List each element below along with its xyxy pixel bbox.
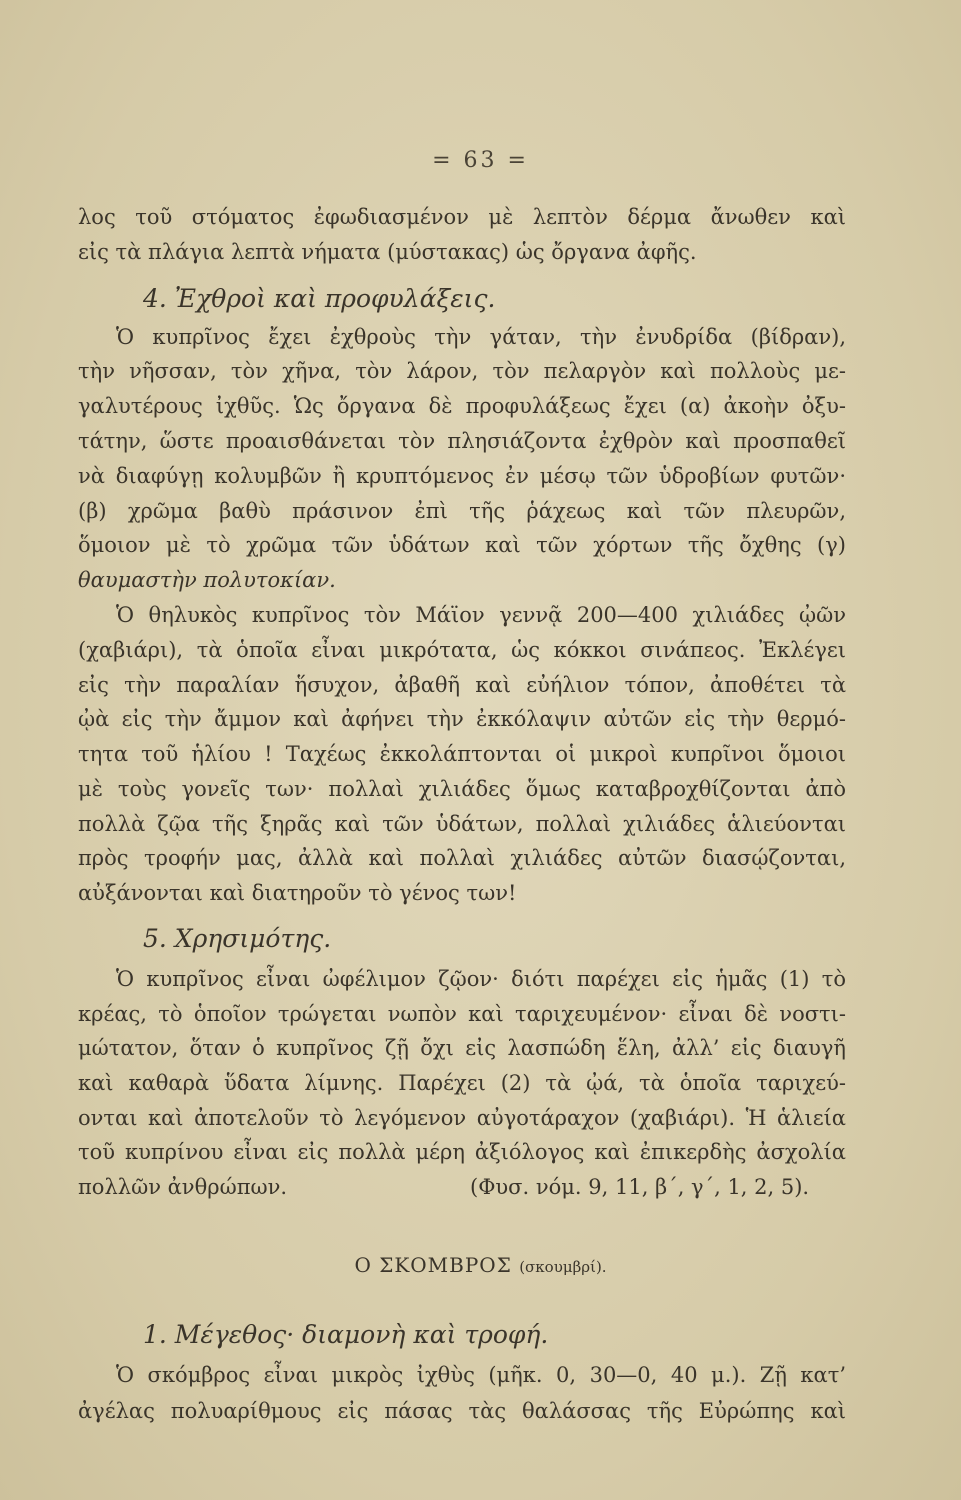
text-line: εἰς τὰ πλάγια λεπτὰ νήματα (μύστακας) ὡς ὄργανα ἀφῆς. (78, 240, 697, 264)
text-line: Ὁ κυπρῖνος εἶναι ὠφέλιμον ζῷον· διότι παρέχει εἰς ἡμᾶς (1) τὸ (116, 967, 846, 991)
text-line: πολλῶν ἀνθρώπων. (78, 1175, 288, 1199)
text-line: αὐξάνονται καὶ διατηροῦν τὸ γένος των! (78, 881, 517, 905)
section-heading-1: 1. Μέγεθος· διαμονὴ καὶ τροφή. (143, 1320, 549, 1349)
text-line: Ὁ κυπρῖνος ἔχει ἐχθροὺς τὴν γάταν, τὴν ἐνυδρίδα (βίδραν), (116, 325, 846, 349)
text-line: πολλὰ ζῷα τῆς ξηρᾶς καὶ τῶν ὑδάτων, πολλαὶ χιλιάδες ἁλιεύονται (78, 812, 846, 836)
chapter-title-subtitle: (σκουμβρί). (519, 1258, 607, 1276)
text-line: ᾠὰ εἰς τὴν ἄμμον καὶ ἀφήνει τὴν ἐκκόλαψιν αὐτῶν εἰς τὴν θερμό- (78, 707, 846, 731)
text-line: τοῦ κυπρίνου εἶναι εἰς πολλὰ μέρη ἀξιόλογος καὶ ἐπικερδὴς ἀσχολία (78, 1140, 846, 1164)
page-number: = 63 = (432, 148, 529, 173)
text-line: νὰ διαφύγῃ κολυμβῶν ἢ κρυπτόμενος ἐν μέσῳ τῶν ὑδροβίων φυτῶν· (78, 464, 846, 488)
text-line: ονται καὶ ἀποτελοῦν τὸ λεγόμενον αὐγοτάραχον (χαβιάρι). Ἡ ἁλιεία (78, 1106, 846, 1130)
text-line: καὶ καθαρὰ ὕδατα λίμνης. Παρέχει (2) τὰ ᾠά, τὰ ὁποῖα ταριχεύ- (78, 1071, 846, 1095)
text-line: τὴν νῆσσαν, τὸν χῆνα, τὸν λάρον, τὸν πελαργὸν καὶ πολλοὺς με- (78, 359, 846, 383)
text-line: μὲ τοὺς γονεῖς των· πολλαὶ χιλιάδες ὅμως καταβροχθίζονται ἀπὸ (78, 777, 846, 801)
text-line: θαυμαστὴν πολυτοκίαν. (78, 568, 336, 592)
text-line: (χαβιάρι), τὰ ὁποῖα εἶναι μικρότατα, ὡς κόκκοι σινάπεος. Ἐκλέγει (78, 638, 846, 662)
text-line: εἰς τὴν παραλίαν ἥσυχον, ἀβαθῆ καὶ εὐήλιον τόπον, ἀποθέτει τὰ (78, 673, 846, 697)
text-line: λος τοῦ στόματος ἐφωδιασμένον μὲ λεπτὸν δέρμα ἄνωθεν καὶ (78, 205, 846, 229)
text-line: ὅμοιον μὲ τὸ χρῶμα τῶν ὑδάτων καὶ τῶν χόρτων τῆς ὄχθης (γ) (78, 533, 846, 557)
text-line: τάτην, ὥστε προαισθάνεται τὸν πλησιάζοντα ἐχθρὸν καὶ προσπαθεῖ (78, 429, 846, 453)
text-line: πρὸς τροφήν μας, ἀλλὰ καὶ πολλαὶ χιλιάδες αὐτῶν διασῴζονται, (78, 846, 846, 870)
chapter-title (78, 1250, 883, 1282)
section-heading-4: 4. Ἐχθροὶ καὶ προφυλάξεις. (143, 284, 496, 313)
citation: (Φυσ. νόμ. 9, 11, β΄, γ΄, 1, 2, 5). (470, 1175, 810, 1199)
text-line: μώτατον, ὅταν ὁ κυπρῖνος ζῇ ὄχι εἰς λασπώδη ἕλη, ἀλλ’ εἰς διαυγῆ (78, 1036, 846, 1060)
section-heading-5: 5. Χρησιμότης. (143, 924, 332, 953)
text-line: ἀγέλας πολυαρίθμους εἰς πάσας τὰς θαλάσσας τῆς Εὐρώπης καὶ (78, 1399, 846, 1423)
text-line: (β) χρῶμα βαθὺ πράσινον ἐπὶ τῆς ῥάχεως καὶ τῶν πλευρῶν, (78, 499, 846, 523)
chapter-title-main: Ο ΣΚΟΜΒΡΟΣ (354, 1253, 512, 1277)
text-line: κρέας, τὸ ὁποῖον τρώγεται νωπὸν καὶ ταριχευμένον· εἶναι δὲ νοστι- (78, 1002, 846, 1026)
text-line: Ὁ σκόμβρος εἶναι μικρὸς ἰχθὺς (μῆκ. 0, 30—0, 40 μ.). Ζῇ κατ’ (116, 1363, 846, 1387)
text-line: Ὁ θηλυκὸς κυπρῖνος τὸν Μάϊον γεννᾷ 200—400 χιλιάδες ᾠῶν (116, 603, 846, 627)
text-line: γαλυτέρους ἰχθῦς. Ὡς ὄργανα δὲ προφυλάξεως ἔχει (α) ἀκοὴν ὀξυ- (78, 394, 846, 418)
text-line: τητα τοῦ ἡλίου ! Ταχέως ἐκκολάπτονται οἱ μικροὶ κυπρῖνοι ὅμοιοι (78, 742, 846, 766)
